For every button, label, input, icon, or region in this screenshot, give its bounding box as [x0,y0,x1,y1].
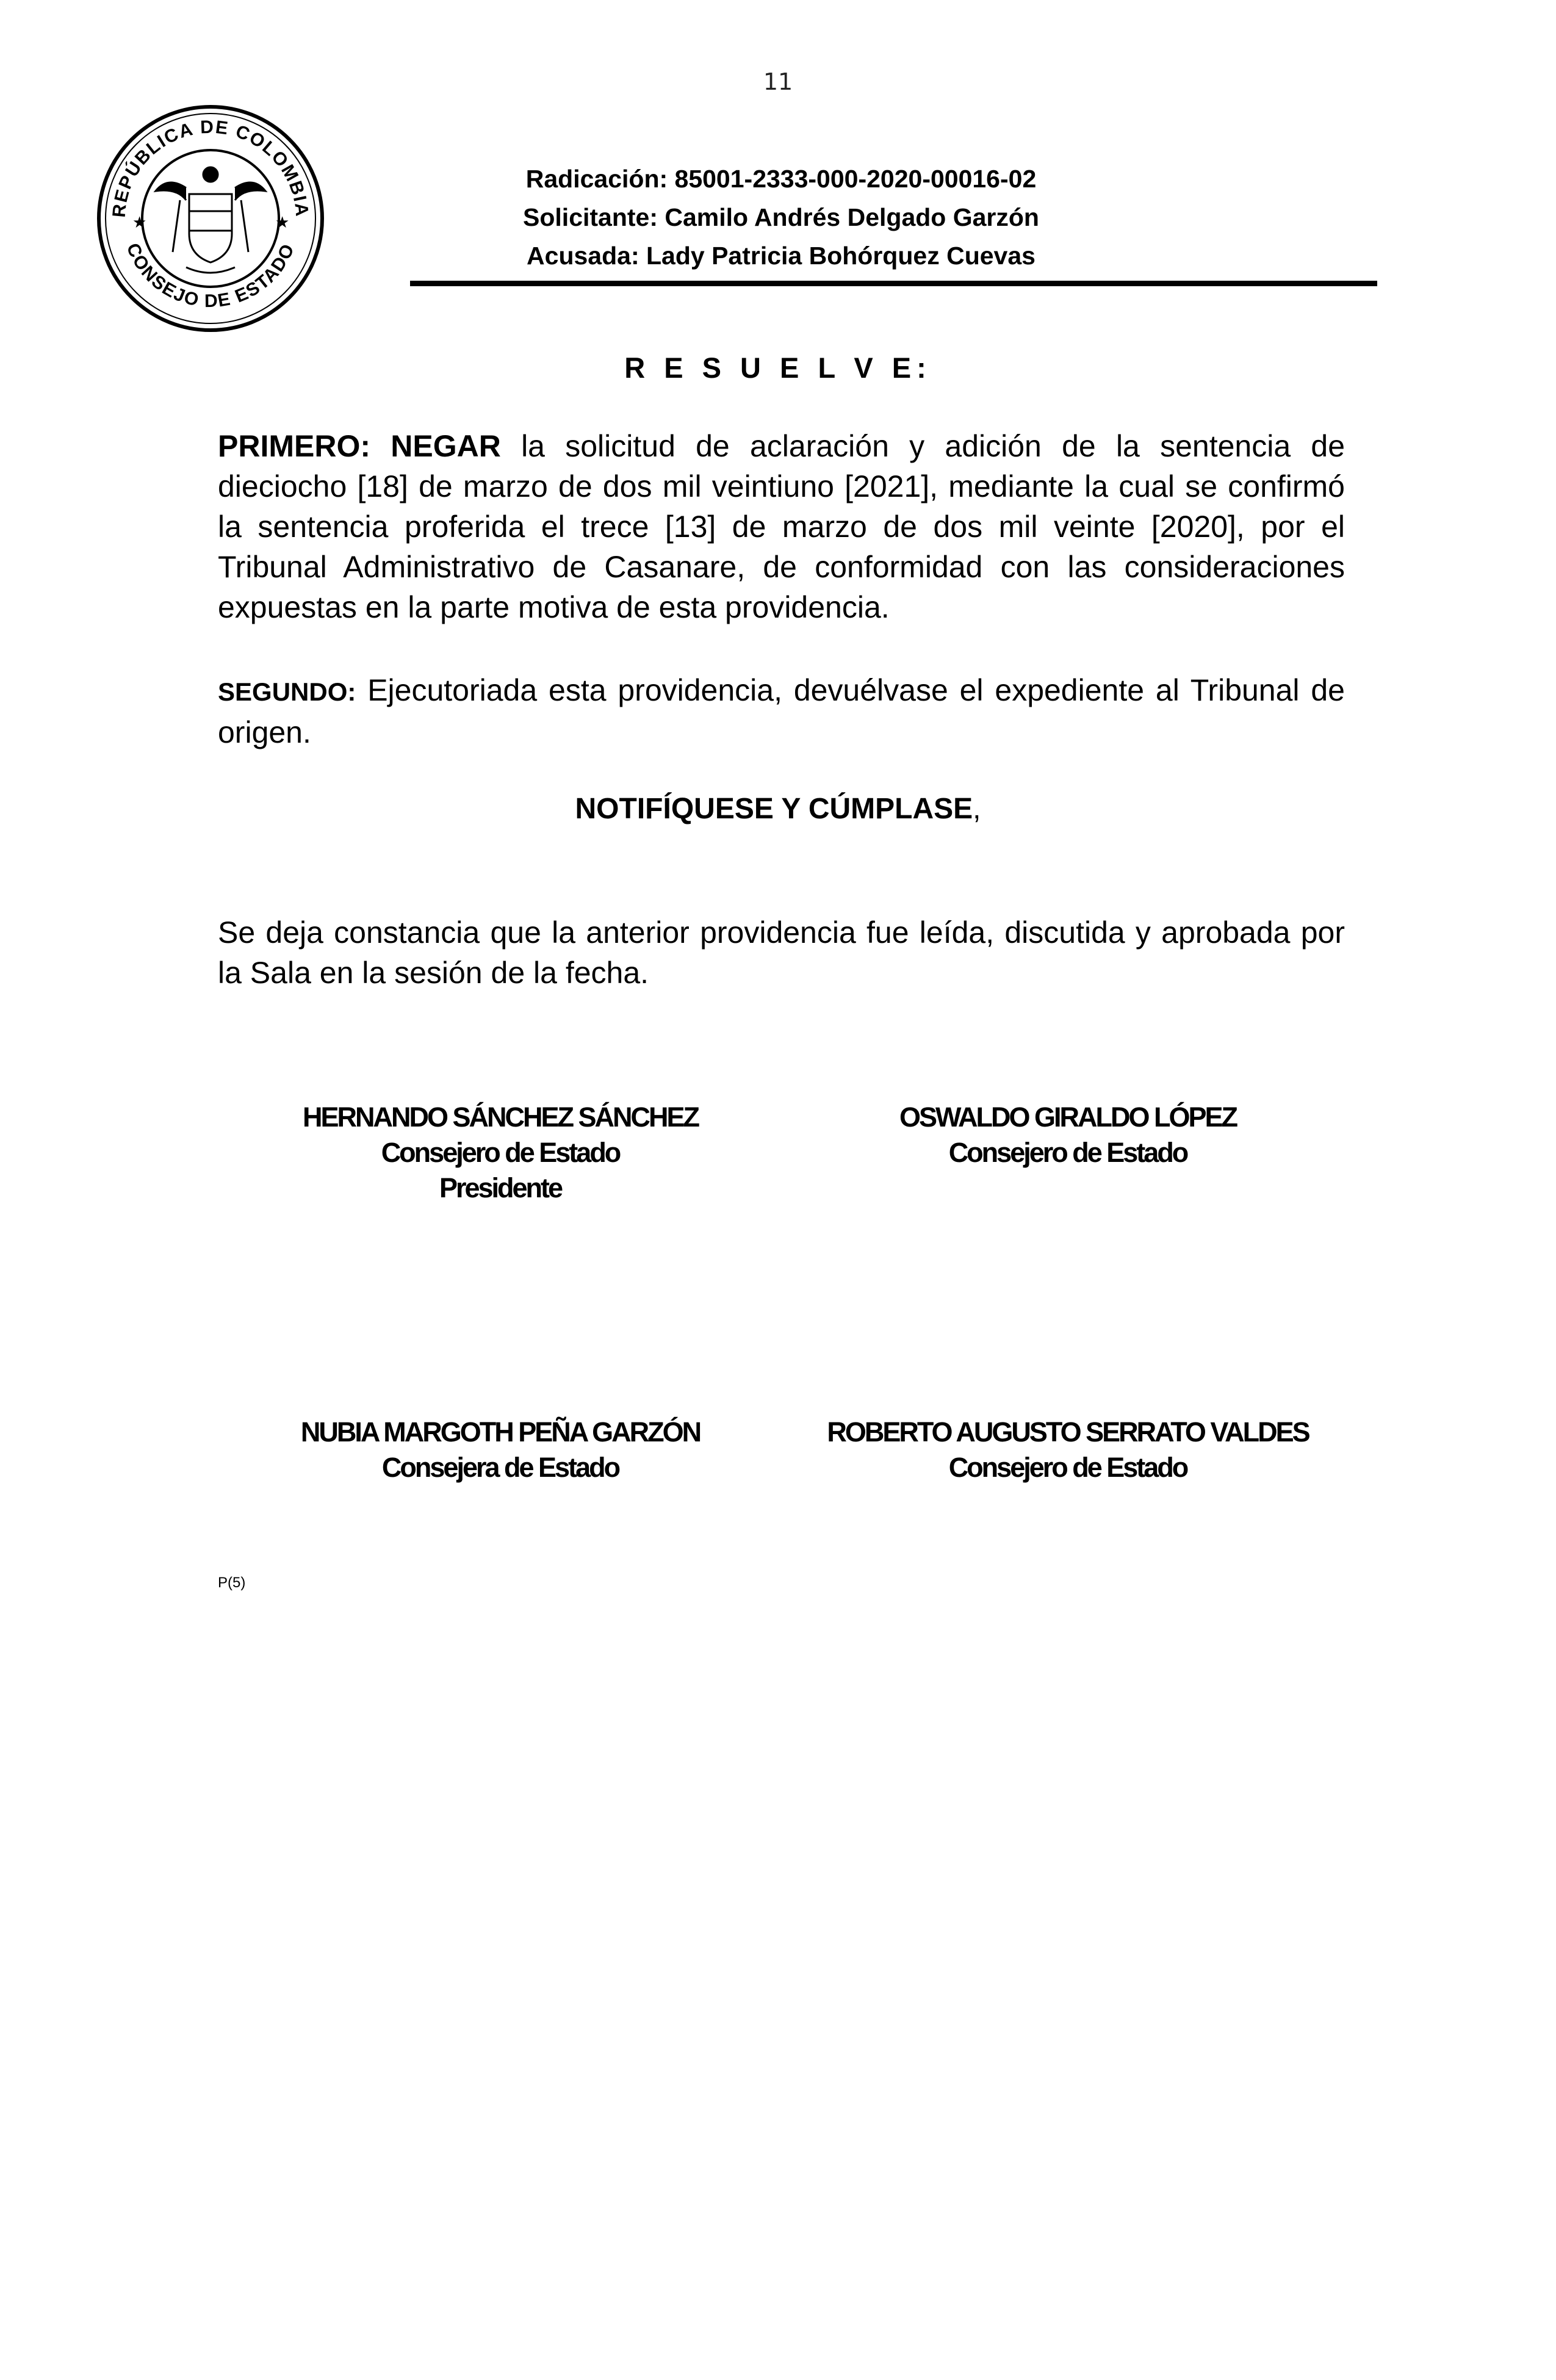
segundo-paragraph [218,670,1345,752]
signature-block [793,1415,1342,1485]
signer-title: Consejero de Estado [381,1137,620,1168]
header-divider [410,281,1377,286]
signer-name: NUBIA MARGOTH PEÑA GARZÓN [300,1416,701,1448]
segundo-lead: SEGUNDO: [218,677,356,706]
seal-icon [95,103,326,334]
radicacion-line: Radicación: 85001-2333-000-2020-00016-02 [525,165,1037,193]
coat-of-arms-icon [156,167,265,273]
signer-title: Consejera de Estado [381,1452,619,1483]
footer-code: P(5) [218,1574,246,1591]
signer-title: Consejero de Estado [948,1452,1187,1483]
signer-name: OSWALDO GIRALDO LÓPEZ [899,1102,1236,1133]
signature-block [226,1415,775,1485]
segundo-text: Ejecutoriada esta providencia, devuélvase el expediente al Tribunal de origen. [218,673,1345,749]
primero-paragraph [218,426,1345,627]
resolution-title: R E S U E L V E: [624,352,932,384]
signature-block [226,1100,775,1206]
constancia-paragraph: Se deja constancia que la anterior providencia fue leída, discutida y aprobada por la Sala en la sesión de la fecha. [218,915,1345,990]
signer-name: ROBERTO AUGUSTO SERRATO VALDES [827,1416,1309,1448]
solicitante-line: Solicitante: Camilo Andrés Delgado Garzón [523,203,1039,231]
signer-name: HERNANDO SÁNCHEZ SÁNCHEZ [302,1102,699,1133]
seal-lettering-top: REPÚBLICA DE COLOMBIA [109,117,312,218]
notify-line [0,792,1556,826]
acusada-line: Acusada: Lady Patricia Bohórquez Cuevas [527,242,1036,270]
notify-text: NOTIFÍQUESE Y CÚMPLASE [575,793,973,825]
seal-lettering-bottom: CONSEJO DE ESTADO [122,240,299,312]
primero-text: la solicitud de aclaración y adición de la sentencia de dieciocho [18] de marzo de dos mil veintiuno [2021], mediante la cual se confirmó la sentencia proferida el trece [13] de marzo de dos mil veinte [2020], por el Tribunal Administrativo de Casanare, de conformidad con las consideraciones expuestas en la parte motiva de esta providencia. [218,429,1345,624]
svg-text:★: ★ [132,213,147,231]
signature-block [793,1100,1342,1170]
svg-text:★: ★ [275,213,290,231]
primero-lead: PRIMERO: NEGAR [218,429,501,463]
signer-role: Presidente [439,1172,562,1203]
signer-title: Consejero de Estado [948,1137,1187,1168]
page-number: 11 [763,68,793,95]
notify-suffix: , [973,793,981,825]
case-header [427,160,1135,275]
